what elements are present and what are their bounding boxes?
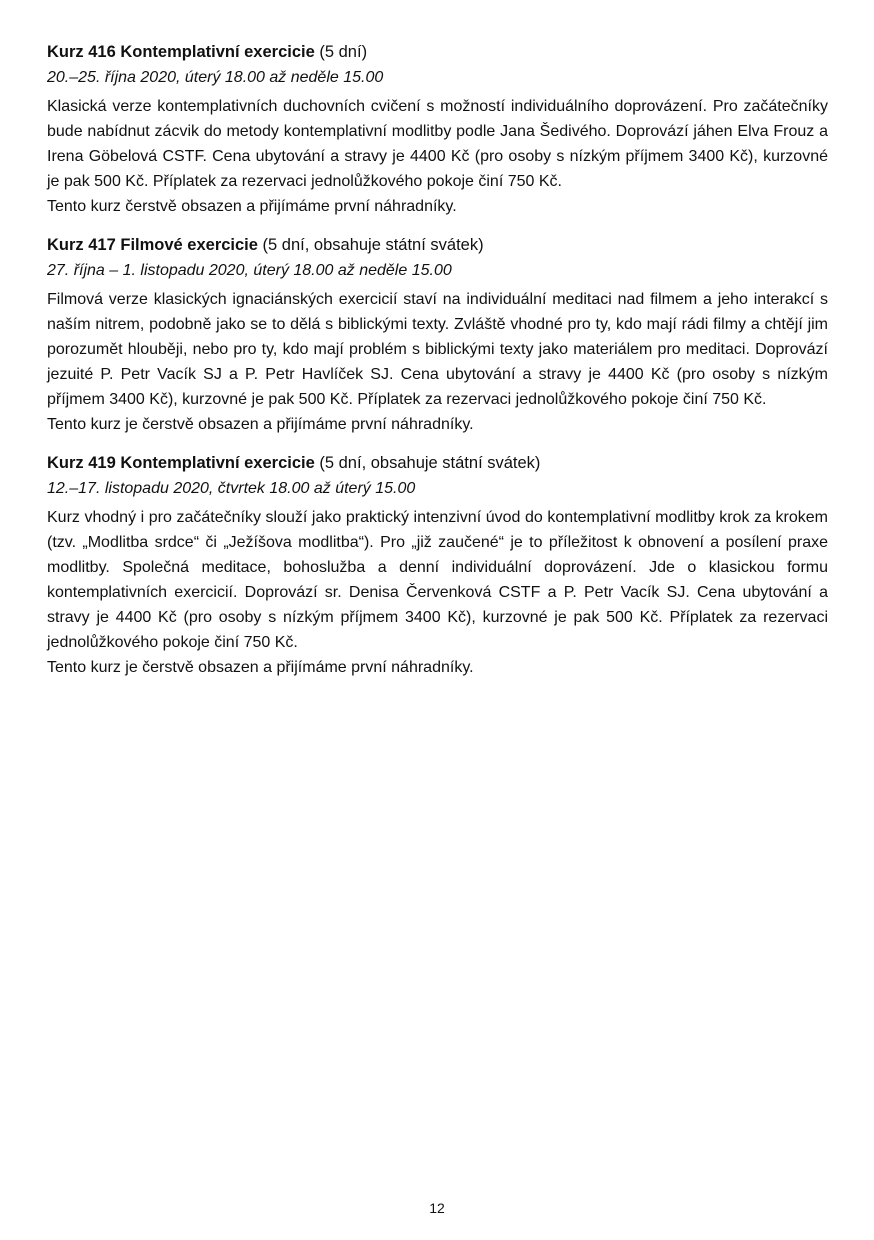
course-417 [47, 233, 828, 437]
course-availability-note: Tento kurz je čerstvě obsazen a přijímáme první náhradníky. [47, 416, 474, 433]
course-416 [47, 40, 828, 219]
page-content [47, 40, 828, 694]
course-heading [47, 40, 828, 65]
course-title: Kurz 419 Kontemplativní exercicie [47, 454, 315, 472]
course-title: Kurz 417 Filmové exercicie [47, 236, 258, 254]
course-heading [47, 233, 828, 258]
course-description: Klasická verze kontemplativních duchovních cvičení s možností individuálního doprovázení. Pro začátečníky bude nabídnut zácvik do metody kontemplativní modlitby podle Jana Šedivého. Doprovází jáhen Elva Frouz a Irena Göbelová CSTF. Cena ubytování a stravy je 4400 Kč (pro osoby s nízkým příjmem 3400 Kč), kurzovné je pak 500 Kč. Příplatek za rezervaci jednolůžkového pokoje činí 750 Kč. [47, 98, 828, 190]
course-date: 12.–17. listopadu 2020, čtvrtek 18.00 až úterý 15.00 [47, 480, 416, 497]
course-duration: (5 dní, obsahuje státní svátek) [319, 454, 541, 472]
course-date: 20.–25. října 2020, úterý 18.00 až neděle 15.00 [47, 69, 384, 86]
course-heading [47, 451, 828, 476]
course-date: 27. října – 1. listopadu 2020, úterý 18.00 až neděle 15.00 [47, 262, 452, 279]
course-availability-note: Tento kurz je čerstvě obsazen a přijímáme první náhradníky. [47, 659, 474, 676]
course-availability-note: Tento kurz čerstvě obsazen a přijímáme první náhradníky. [47, 198, 457, 215]
course-duration: (5 dní, obsahuje státní svátek) [262, 236, 484, 254]
course-title: Kurz 416 Kontemplativní exercicie [47, 43, 315, 61]
page-number: 12 [429, 1200, 445, 1216]
course-419 [47, 451, 828, 680]
course-description: Kurz vhodný i pro začátečníky slouží jako praktický intenzivní úvod do kontemplativní modlitby krok za krokem (tzv. „Modlitba srdce“ či „Ježíšova modlitba“). Pro „již zaučené“ je to příležitost k obnovení a posílení praxe modlitby. Společná meditace, bohoslužba a denní individuální doprovázení. Jde o klasickou formu kontemplativních exercicií. Doprovází sr. Denisa Červenková CSTF a P. Petr Vacík SJ. Cena ubytování a stravy je 4400 Kč (pro osoby s nízkým příjmem 3400 Kč), kurzovné je pak 500 Kč. Příplatek za rezervaci jednolůžkového pokoje činí 750 Kč. [47, 509, 828, 651]
course-duration: (5 dní) [319, 43, 368, 61]
course-description: Filmová verze klasických ignaciánských exercicií staví na individuální meditaci nad filmem a jeho interakcí s naším nitrem, podobně jako se to dělá s biblickými texty. Zvláště vhodné pro ty, kdo mají rádi filmy a chtějí jim porozumět hlouběji, nebo pro ty, kdo mají problém s biblickými texty jako materiálem pro meditaci. Doprovází jezuité P. Petr Vacík SJ a P. Petr Havlíček SJ. Cena ubytování a stravy je 4400 Kč (pro osoby s nízkým příjmem 3400 Kč), kurzovné je pak 500 Kč. Příplatek za rezervaci jednolůžkového pokoje činí 750 Kč. [47, 291, 828, 408]
